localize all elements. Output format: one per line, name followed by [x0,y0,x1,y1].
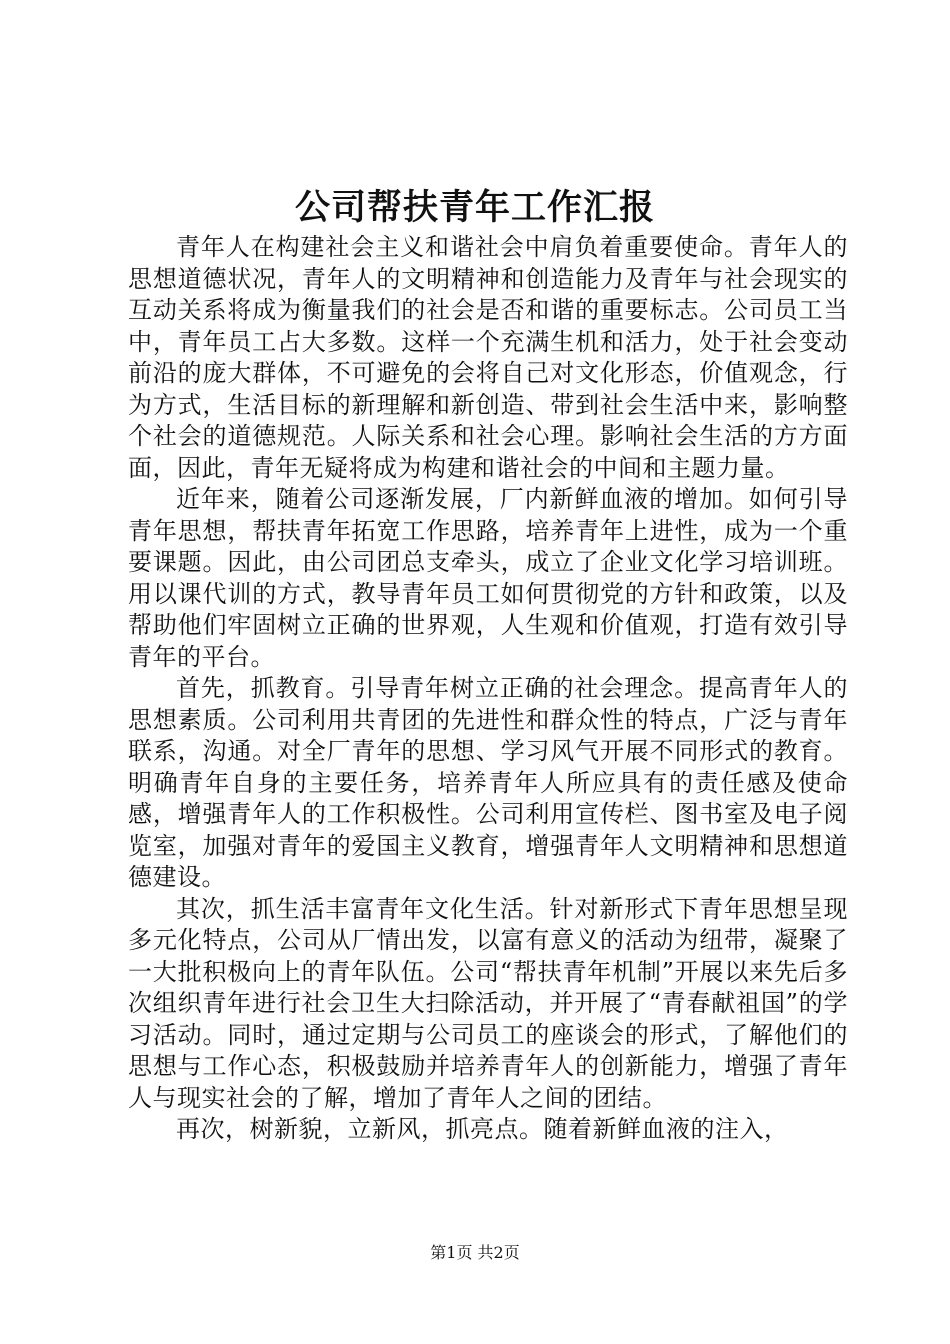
paragraph-background: 近年来，随着公司逐渐发展，厂内新鲜血液的增加。如何引导青年思想，帮扶青年拓宽工作思路，培养青年上进性，成为一个重要课题。因此，由公司团总支牵头，成立了企业文化学习培训班。用以课代训的方式，教导青年员工如何贯彻党的方针和政策，以及帮助他们牢固树立正确的世界观，人生观和价值观，打造有效引导青年的平台。 [128,485,848,671]
paragraph-culture-life: 其次，抓生活丰富青年文化生活。针对新形式下青年思想呈现多元化特点，公司从厂情出发，以富有意义的活动为纽带，凝聚了一大批积极向上的青年队伍。公司“帮扶青年机制”开展以来先后多次组织青年进行社会卫生大扫除活动，并开展了“青春献祖国”的学习活动。同时，通过定期与公司员工的座谈会的形式，了解他们的思想与工作心态，积极鼓励并培养青年人的创新能力，增强了青年人与现实社会的了解，增加了青年人之间的团结。 [128,894,848,1112]
document-title: 公司帮扶青年工作汇报 [294,188,655,228]
paragraph-education: 首先，抓教育。引导青年树立正确的社会理念。提高青年人的思想素质。公司利用共青团的先进性和群众性的特点，广泛与青年联系，沟通。对全厂青年的思想、学习风气开展不同形式的教育。明确青年自身的主要任务，培养青年人所应具有的责任感及使命感，增强青年人的工作积极性。公司利用宣传栏、图书室及电子阅览室，加强对青年的爱国主义教育，增强青年人文明精神和思想道德建设。 [128,674,848,891]
document-body [128,232,848,1146]
paragraph-new-style: 再次，树新貌，立新风，抓亮点。随着新鲜血液的注入， [176,1115,789,1143]
page-number-footer: 第1页 共2页 [430,1243,520,1262]
paragraph-intro: 青年人在构建社会主义和谐社会中肩负着重要使命。青年人的思想道德状况，青年人的文明精神和创造能力及青年与社会现实的互动关系将成为衡量我们的社会是否和谐的重要标志。公司员工当中，青年员工占大多数。这样一个充满生机和活力，处于社会变动前沿的庞大群体，不可避免的会将自己对文化形态，价值观念，行为方式，生活目标的新理解和新创造、带到社会生活中来，影响整个社会的道德规范。人际关系和社会心理。影响社会生活的方方面面，因此，青年无疑将成为构建和谐社会的中间和主题力量。 [128,233,848,482]
